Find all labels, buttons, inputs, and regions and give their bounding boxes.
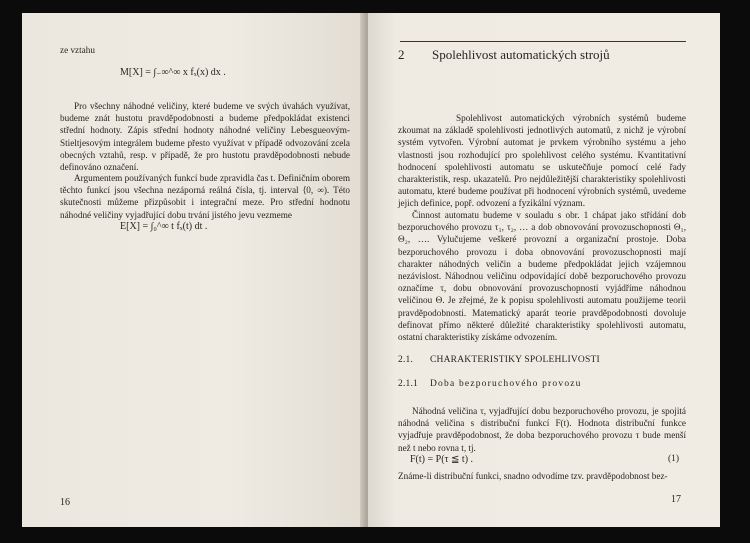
chapter-number: 2 bbox=[398, 47, 405, 62]
subsection-number: 2.1.1 bbox=[398, 379, 418, 389]
left-page bbox=[22, 13, 365, 527]
paragraph-text: Náhodná veličina τ, vyjadřující dobu bezporuchového provozu, je spojitá náhodná veličina s distribuční funkcí F(t). Hodnota distribuční funkce vyjadřuje pravděpodobnost, že doba bezporuchového provozu τ bude menší než t nebo rovna t, tj. bbox=[398, 406, 686, 453]
paragraph-operation bbox=[398, 209, 686, 343]
section-number: 2.1. bbox=[398, 355, 414, 365]
paragraph-known-distribution bbox=[398, 470, 686, 482]
paragraph-text: Spolehlivost automatických výrobních systémů budeme zkoumat na základě spolehlivosti jednotlivých automatů, z nichž je výrobní systém vytvořen. Výrobní automat je prvkem výrobního systému a jeho vlastnosti jsou rozhodující pro spolehlivost celého systému. Kvantitativní hodnocení spolehlivosti automatu se uskutečňuje pomocí celé řady charakteristik, resp. ukazatelů. Pro nejdůležitější charakteristiky spolehlivosti automatu, které budeme používat při hodnocení výrobních systémů, uvedeme jejich definice, popř. odvození a fyzikální význam. bbox=[398, 113, 686, 209]
intro-text: ze vztahu bbox=[60, 45, 95, 55]
paragraph-density bbox=[60, 100, 350, 173]
right-page bbox=[368, 13, 720, 527]
section-title: CHARAKTERISTIKY SPOLEHLIVOSTI bbox=[430, 355, 600, 365]
formula-distribution: F(t) = P(τ ≦ t) . bbox=[410, 454, 474, 465]
chapter-title: Spolehlivost automatických strojů bbox=[432, 47, 610, 62]
subsection-title: Doba bezporuchového provozu bbox=[430, 379, 582, 389]
page-number-right: 17 bbox=[671, 494, 681, 505]
formula-mean-lebesgue: M[X] = ∫₋∞^∞ x fₓ(x) dx . bbox=[120, 67, 226, 78]
paragraph-text: Argumentem používaných funkcí bude zpravidla čas t. Definičním oborem těchto funkcí jsou všechna nezáporná reálná čísla, tj. interval ⟨0, ∞). Této skutečnosti můžeme přizpůsobit i integrační meze. Pro střední hodnotu náhodné veličiny vyjadřující dobu trvání jistého jevu vezmeme bbox=[60, 173, 350, 220]
formula-expected-value: E[X] = ∫₀^∞ t fₓ(t) dt . bbox=[120, 221, 208, 232]
chapter-rule bbox=[400, 41, 686, 42]
paragraph-text: Činnost automatu budeme v souladu s obr. 1 chápat jako střídání dob bezporuchového provozu τ₁, τ₂, … a dob obnovování provozuschopnosti Θ₁, Θ₂, …. Vylučujeme veškeré provozní a organizační prostoje. Doba bezporuchového provozu i doba obnovování provozuschopnosti mají charakter náhodných veličin a budeme předpokládat jejich vzájemnou nezávislost. Náhodnou veličinu odpovídající době bezporuchového provozu označíme τ, dobu obnovování provozuschopnosti vyjádříme náhodnou veličinou Θ. Je zřejmé, že k popisu spolehlivosti automatu použijeme teorii pravděpodobnosti. Matematický aparát teorie pravděpodobnosti dovoluje definovat přímo některé důležité charakteristiky spolehlivosti automatu, ostatní charakteristiky získáme odvozením. bbox=[398, 210, 686, 343]
paragraph-text: Pro všechny náhodné veličiny, které budeme ve svých úvahách využívat, budeme znát hustotu pravděpodobnosti a budeme předpokládat existenci střední hodnoty. Zápis střední hodnoty náhodné veličiny Lebesgueovým-Stieltjesovým integrálem budeme přesto využívat v případě odvozování zcela obecných vztahů, resp. v případě, že pro hustotu pravděpodobnosti nebude definováno označení. bbox=[60, 101, 350, 173]
page-number-left: 16 bbox=[60, 497, 70, 508]
paragraph-reliability bbox=[398, 112, 686, 210]
paragraph-text: Známe-li distribuční funkci, snadno odvodíme tzv. pravděpodobnost bez- bbox=[398, 471, 668, 481]
paragraph-random-variable bbox=[398, 405, 686, 454]
paragraph-argument bbox=[60, 172, 350, 221]
equation-number: (1) bbox=[668, 454, 680, 464]
